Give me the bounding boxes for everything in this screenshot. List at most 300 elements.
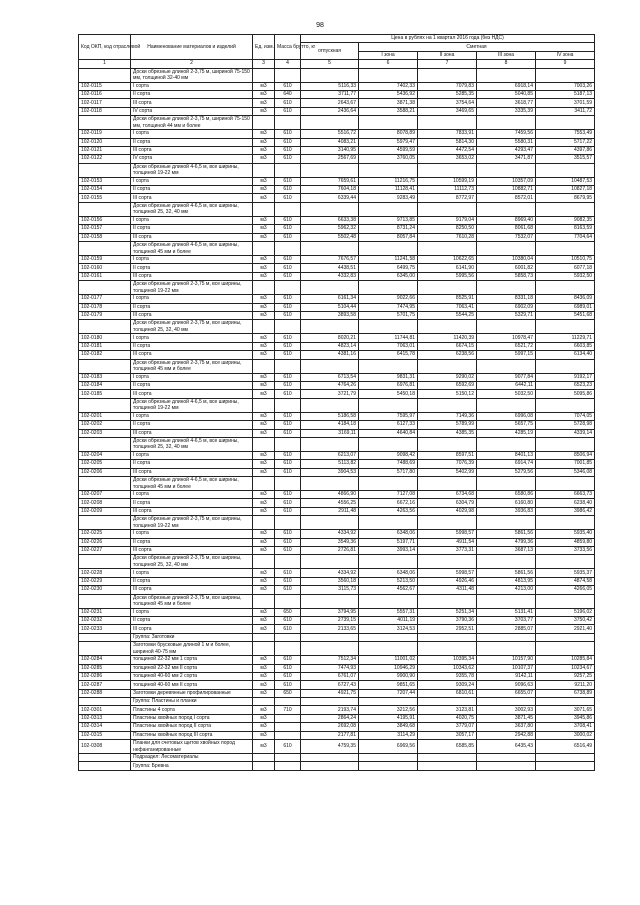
row-code (79, 359, 131, 373)
row-zone3-price: 8401,13 (477, 451, 536, 459)
row-zone3-price: 3471,87 (477, 155, 536, 163)
row-zone4-price: 5935,37 (536, 569, 595, 577)
row-unit: м3 (253, 107, 275, 115)
column-numbers-row (79, 60, 595, 68)
table-row (79, 608, 595, 616)
row-zone2-price: 4020,75 (418, 714, 477, 722)
row-code: 102-0117 (79, 99, 131, 107)
row-zone2-price: 5814,30 (418, 138, 477, 146)
table-row (79, 714, 595, 722)
group-heading: Доски обрезные длиной 4-6,5 м, все ширины, толщиной 25, 32, 40 мм (131, 437, 253, 451)
row-zone2-price: 5995,56 (418, 272, 477, 280)
row-mass: 610 (275, 256, 301, 264)
row-zone2-price: 8250,50 (418, 225, 477, 233)
row-code: 102-0154 (79, 186, 131, 194)
row-zone3-price: 3871,45 (477, 714, 536, 722)
group-heading: Доски обрезные длиной 2-3,75 м, все ширины, толщиной 25, 32, 40 мм (131, 320, 253, 334)
empty-cell (536, 242, 595, 256)
row-mass: 610 (275, 538, 301, 546)
row-zone3-price: 6996,08 (477, 412, 536, 420)
row-mass: 610 (275, 303, 301, 311)
row-name: III сорта (131, 311, 253, 319)
row-zone4-price: 4266,05 (536, 586, 595, 594)
row-zone1-price: 7595,97 (359, 412, 418, 420)
row-name: III сорта (131, 146, 253, 154)
table-row (79, 656, 595, 664)
row-release-price: 2436,64 (301, 107, 359, 115)
row-mass (275, 731, 301, 739)
row-unit: м3 (253, 233, 275, 241)
table-header (79, 35, 595, 69)
row-zone4-price: 3411,72 (536, 107, 595, 115)
row-zone1-price: 6345,00 (359, 272, 418, 280)
row-release-price: 3893,58 (301, 311, 359, 319)
section-title-row (79, 698, 595, 706)
row-code: 102-0209 (79, 507, 131, 515)
row-zone3-price: 4799,36 (477, 538, 536, 546)
row-zone1-price: 5213,50 (359, 577, 418, 585)
empty-cell (536, 555, 595, 569)
row-zone3-price: 5279,56 (477, 468, 536, 476)
row-code: 102-0301 (79, 706, 131, 714)
row-zone2-price: 6810,61 (418, 689, 477, 697)
row-zone2-price: 11420,39 (418, 334, 477, 342)
row-zone4-price: 7001,85 (536, 460, 595, 468)
row-unit: м3 (253, 225, 275, 233)
empty-cell (477, 555, 536, 569)
row-zone1-price: 4562,67 (359, 586, 418, 594)
row-zone1-price: 4263,56 (359, 507, 418, 515)
row-release-price: 4438,51 (301, 264, 359, 272)
row-code: 102-0228 (79, 569, 131, 577)
row-name: II сорта (131, 303, 253, 311)
row-release-price: 8020,21 (301, 334, 359, 342)
row-release-price: 2567,69 (301, 155, 359, 163)
row-zone3-price: 5861,56 (477, 530, 536, 538)
row-code: 102-0158 (79, 233, 131, 241)
row-zone4-price: 4397,86 (536, 146, 595, 154)
page-number: 98 (316, 22, 324, 29)
row-release-price: 5502,48 (301, 233, 359, 241)
row-unit: м3 (253, 155, 275, 163)
header-zone2: II зона (418, 51, 477, 59)
row-zone3-price: 4293,47 (477, 146, 536, 154)
row-code: 102-0233 (79, 625, 131, 633)
table-row (79, 146, 595, 154)
empty-cell (477, 398, 536, 412)
row-name: II сорта (131, 616, 253, 624)
row-zone2-price: 8772,97 (418, 194, 477, 202)
row-zone1-price: 3124,53 (359, 625, 418, 633)
row-code (79, 698, 131, 706)
row-zone2-price: 6674,15 (418, 342, 477, 350)
table-row (79, 625, 595, 633)
table-row (79, 689, 595, 697)
row-zone2-price: 9290,02 (418, 373, 477, 381)
row-release-price: 3711,77 (301, 90, 359, 98)
empty-cell (477, 163, 536, 177)
row-code (79, 516, 131, 530)
row-mass: 610 (275, 107, 301, 115)
row-release-price: 7676,57 (301, 256, 359, 264)
empty-cell (418, 555, 477, 569)
row-zone1-price: 9831,31 (359, 373, 418, 381)
row-zone2-price: 5789,99 (418, 421, 477, 429)
row-zone3-price: 6580,86 (477, 491, 536, 499)
row-unit: м3 (253, 351, 275, 359)
empty-cell (536, 163, 595, 177)
row-zone1-price: 11128,41 (359, 186, 418, 194)
row-unit: м3 (253, 311, 275, 319)
empty-cell (301, 698, 359, 706)
row-mass: 610 (275, 82, 301, 90)
group-heading: Доски обрезные длиной 4-6,5 м, все ширины, толщиной 19-22 мм (131, 163, 253, 177)
empty-cell (359, 477, 418, 491)
group-row (79, 359, 595, 373)
row-zone2-price: 3057,17 (418, 731, 477, 739)
section-title: Группа: Бревна (131, 762, 253, 770)
row-zone1-price: 9283,49 (359, 194, 418, 202)
empty-cell (301, 68, 359, 82)
row-zone4-price: 6663,73 (536, 491, 595, 499)
empty-cell (275, 202, 301, 216)
row-zone1-price: 7207,44 (359, 689, 418, 697)
empty-cell (359, 594, 418, 608)
row-unit: м3 (253, 616, 275, 624)
empty-cell (477, 281, 536, 295)
row-code: 102-0230 (79, 586, 131, 594)
row-zone4-price: 5717,22 (536, 138, 595, 146)
row-mass: 610 (275, 334, 301, 342)
row-zone3-price: 5580,31 (477, 138, 536, 146)
empty-cell (477, 633, 536, 641)
row-zone4-price: 5095,86 (536, 390, 595, 398)
table-row (79, 233, 595, 241)
row-zone4-price: 6516,49 (536, 740, 595, 754)
group-heading: Доски обрезные длиной 2-3,75 м, шириной 75-150 мм, толщиной 44 мм и более (131, 116, 253, 130)
row-unit: м3 (253, 264, 275, 272)
row-name: I сорта (131, 412, 253, 420)
row-unit: м3 (253, 146, 275, 154)
row-code: 102-0121 (79, 146, 131, 154)
row-name: III сорта (131, 586, 253, 594)
empty-cell (359, 437, 418, 451)
group-heading: Доски обрезные длиной 2-3,75 м, все ширины, толщиной 45 мм и более (131, 594, 253, 608)
row-name: I сорта (131, 530, 253, 538)
table-row (79, 491, 595, 499)
row-mass: 610 (275, 499, 301, 507)
empty-cell (253, 477, 275, 491)
row-name: I сорта (131, 216, 253, 224)
row-code: 102-0177 (79, 295, 131, 303)
empty-cell (253, 516, 275, 530)
header-release: отпускная (301, 43, 359, 60)
row-mass: 610 (275, 681, 301, 689)
empty-cell (418, 594, 477, 608)
row-mass: 610 (275, 491, 301, 499)
row-zone3-price: 9142,11 (477, 672, 536, 680)
row-unit: м3 (253, 460, 275, 468)
row-zone4-price: 5346,08 (536, 468, 595, 476)
empty-cell (359, 68, 418, 82)
empty-cell (536, 754, 595, 762)
empty-cell (536, 68, 595, 82)
table-row (79, 373, 595, 381)
row-release-price: 5516,72 (301, 130, 359, 138)
empty-cell (418, 202, 477, 216)
group-heading: Доски обрезные длиной 2-3,75 м, все ширины, толщиной 19-22 мм (131, 281, 253, 295)
row-zone3-price: 6435,43 (477, 740, 536, 754)
empty-cell (275, 698, 301, 706)
row-zone1-price: 3114,29 (359, 731, 418, 739)
row-zone4-price: 4339,14 (536, 429, 595, 437)
row-zone3-price: 5329,71 (477, 311, 536, 319)
row-zone3-price: 8331,18 (477, 295, 536, 303)
row-name: II сорта (131, 381, 253, 389)
row-mass: 610 (275, 530, 301, 538)
empty-cell (301, 359, 359, 373)
empty-cell (359, 281, 418, 295)
row-unit: м3 (253, 295, 275, 303)
row-release-price: 3549,36 (301, 538, 359, 546)
row-release-price: 6633,38 (301, 216, 359, 224)
empty-cell (275, 477, 301, 491)
empty-cell (536, 437, 595, 451)
row-name: I сорта (131, 295, 253, 303)
row-mass: 710 (275, 706, 301, 714)
table-row (79, 194, 595, 202)
row-mass: 650 (275, 689, 301, 697)
empty-cell (359, 320, 418, 334)
row-zone1-price: 6348,06 (359, 530, 418, 538)
header-zone3: III зона (477, 51, 536, 59)
row-mass (275, 723, 301, 731)
row-zone3-price: 9077,84 (477, 373, 536, 381)
header-code: Код ОКП, код отраслевой (79, 35, 131, 60)
empty-cell (275, 242, 301, 256)
row-release-price: 2177,81 (301, 731, 359, 739)
row-zone3-price: 6655,07 (477, 689, 536, 697)
row-release-price: 2133,65 (301, 625, 359, 633)
empty-cell (275, 116, 301, 130)
empty-cell (477, 762, 536, 770)
row-zone2-price: 5998,57 (418, 530, 477, 538)
section-title: Группа: Заготовки (131, 633, 253, 641)
row-zone2-price: 7076,39 (418, 460, 477, 468)
empty-cell (253, 698, 275, 706)
row-name: II сорта (131, 225, 253, 233)
row-mass: 610 (275, 225, 301, 233)
row-name: I сорта (131, 177, 253, 185)
row-zone4-price: 5935,40 (536, 530, 595, 538)
row-zone4-price: 3945,86 (536, 714, 595, 722)
row-mass: 610 (275, 577, 301, 585)
row-release-price: 6339,44 (301, 194, 359, 202)
row-name: II сорта (131, 264, 253, 272)
row-zone4-price: 4874,58 (536, 577, 595, 585)
row-zone3-price: 8061,68 (477, 225, 536, 233)
row-code: 102-0206 (79, 468, 131, 476)
row-zone2-price: 3779,07 (418, 723, 477, 731)
row-zone3-price: 4813,95 (477, 577, 536, 585)
empty-cell (418, 242, 477, 256)
row-release-price: 3794,95 (301, 608, 359, 616)
table-row (79, 569, 595, 577)
row-zone2-price: 6141,90 (418, 264, 477, 272)
row-code: 102-0179 (79, 311, 131, 319)
empty-cell (418, 754, 477, 762)
row-zone1-price: 4011,19 (359, 616, 418, 624)
row-zone2-price: 7079,83 (418, 82, 477, 90)
row-unit: м3 (253, 421, 275, 429)
row-code (79, 437, 131, 451)
row-zone2-price: 4911,54 (418, 538, 477, 546)
row-name: II сорта (131, 421, 253, 429)
row-zone4-price: 7704,64 (536, 233, 595, 241)
row-zone1-price: 3588,21 (359, 107, 418, 115)
row-zone3-price: 6001,82 (477, 264, 536, 272)
empty-cell (301, 116, 359, 130)
row-mass: 610 (275, 616, 301, 624)
table-row (79, 429, 595, 437)
section-title-row (79, 754, 595, 762)
row-zone1-price: 6348,06 (359, 569, 418, 577)
row-zone4-price: 10510,75 (536, 256, 595, 264)
row-zone1-price: 9022,66 (359, 295, 418, 303)
empty-cell (253, 398, 275, 412)
row-unit: м3 (253, 272, 275, 280)
row-unit: м3 (253, 530, 275, 538)
row-unit: м3 (253, 547, 275, 555)
row-code: 102-0202 (79, 421, 131, 429)
row-zone2-price: 9179,04 (418, 216, 477, 224)
row-unit: м3 (253, 538, 275, 546)
row-zone3-price: 8572,01 (477, 194, 536, 202)
row-name: Пластины хвойных пород III сорта (131, 731, 253, 739)
row-code: 102-0225 (79, 530, 131, 538)
row-zone1-price: 6672,16 (359, 499, 418, 507)
row-zone3-price: 6521,72 (477, 342, 536, 350)
row-zone4-price: 6738,89 (536, 689, 595, 697)
empty-cell (477, 68, 536, 82)
row-zone4-price: 8506,94 (536, 451, 595, 459)
row-zone3-price: 10357,09 (477, 177, 536, 185)
empty-cell (301, 281, 359, 295)
row-name: II сорта (131, 138, 253, 146)
group-heading: Доски обрезные длиной 4-6,5 м, все ширины, толщиной 25, 32, 40 мм (131, 202, 253, 216)
table-row (79, 468, 595, 476)
row-unit: м3 (253, 689, 275, 697)
row-mass: 610 (275, 390, 301, 398)
row-code: 102-0180 (79, 334, 131, 342)
row-zone4-price: 6077,18 (536, 264, 595, 272)
group-heading: Доски обрезные длиной 2-3,75 м, все ширины, толщиной 19-22 мм (131, 516, 253, 530)
row-mass: 610 (275, 99, 301, 107)
row-name: толщиной 22-32 мм II сорта (131, 664, 253, 672)
table-row (79, 107, 595, 115)
row-release-price: 4823,14 (301, 342, 359, 350)
row-code (79, 555, 131, 569)
row-zone2-price: 3653,02 (418, 155, 477, 163)
row-unit: м3 (253, 569, 275, 577)
group-heading: Доски обрезные длиной 4-6,5 м, все ширины, толщиной 19-22 мм (131, 398, 253, 412)
row-zone3-price: 10157,90 (477, 656, 536, 664)
row-code: 102-0231 (79, 608, 131, 616)
row-mass: 610 (275, 295, 301, 303)
group-row (79, 594, 595, 608)
empty-cell (477, 320, 536, 334)
row-zone1-price: 6499,75 (359, 264, 418, 272)
row-zone3-price: 5861,56 (477, 569, 536, 577)
row-name: Планки для счетовых щитов хвойных пород нефанганированные (131, 740, 253, 754)
row-release-price: 3904,53 (301, 468, 359, 476)
row-unit: м3 (253, 82, 275, 90)
row-mass: 610 (275, 421, 301, 429)
row-name: I сорта (131, 334, 253, 342)
empty-cell (275, 437, 301, 451)
empty-cell (275, 163, 301, 177)
row-zone2-price: 5544,25 (418, 311, 477, 319)
row-zone4-price: 10487,53 (536, 177, 595, 185)
row-code (79, 163, 131, 177)
row-code: 102-0315 (79, 731, 131, 739)
row-unit: м3 (253, 507, 275, 515)
empty-cell (418, 698, 477, 706)
row-zone2-price: 4926,46 (418, 577, 477, 585)
table-row (79, 577, 595, 585)
empty-cell (418, 359, 477, 373)
row-zone4-price: 3000,02 (536, 731, 595, 739)
row-release-price: 4921,75 (301, 689, 359, 697)
table-row (79, 334, 595, 342)
row-zone1-price: 9713,85 (359, 216, 418, 224)
group-row (79, 477, 595, 491)
row-zone3-price: 3936,83 (477, 507, 536, 515)
row-code: 102-0207 (79, 491, 131, 499)
row-unit: м3 (253, 723, 275, 731)
empty-cell (418, 320, 477, 334)
table-row (79, 264, 595, 272)
row-code: 102-0160 (79, 264, 131, 272)
row-zone2-price: 9355,78 (418, 672, 477, 680)
row-zone3-price: 3637,80 (477, 723, 536, 731)
empty-cell (253, 594, 275, 608)
row-zone1-price: 7488,69 (359, 460, 418, 468)
row-code (79, 754, 131, 762)
row-zone3-price: 5997,15 (477, 351, 536, 359)
row-release-price: 5104,44 (301, 303, 359, 311)
row-mass: 610 (275, 547, 301, 555)
row-name: III сорта (131, 351, 253, 359)
empty-cell (418, 762, 477, 770)
row-mass: 610 (275, 672, 301, 680)
row-name: I сорта (131, 451, 253, 459)
row-zone2-price: 5251,34 (418, 608, 477, 616)
row-zone3-price: 4285,19 (477, 429, 536, 437)
row-code: 102-0182 (79, 351, 131, 359)
empty-cell (359, 116, 418, 130)
empty-cell (275, 68, 301, 82)
row-code: 102-0229 (79, 577, 131, 585)
row-code: 102-0227 (79, 547, 131, 555)
row-zone2-price: 3773,31 (418, 547, 477, 555)
row-unit: м3 (253, 706, 275, 714)
row-code: 102-0287 (79, 681, 131, 689)
empty-cell (418, 477, 477, 491)
row-mass: 610 (275, 146, 301, 154)
row-zone1-price: 7063,01 (359, 342, 418, 350)
row-code (79, 633, 131, 641)
